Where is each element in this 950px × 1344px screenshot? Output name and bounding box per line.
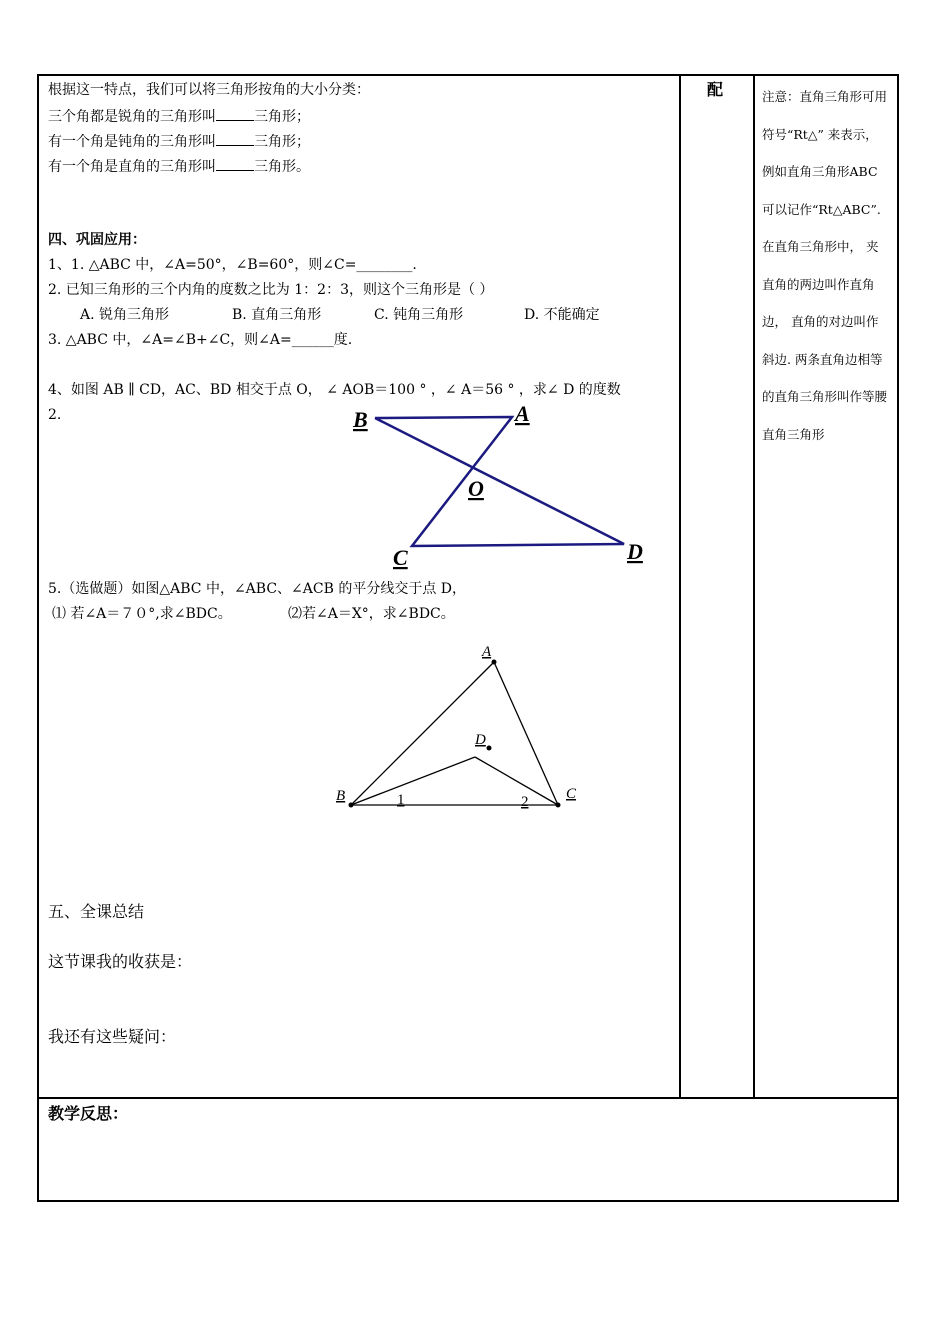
- blank-acute: [216, 106, 254, 121]
- classify-acute: [48, 106, 310, 126]
- section5-title: 五、全课总结: [48, 902, 145, 921]
- classify-acute-suffix: 三角形；: [254, 109, 310, 125]
- label-o: O: [468, 476, 484, 501]
- question-2-option-d: D. 不能确定: [524, 307, 600, 323]
- classify-right: [48, 156, 310, 176]
- question-2: 2. 已知三角形的三个内角的度数之比为 1：2：3，则这个三角形是（ ）: [48, 282, 494, 298]
- label-c: C: [393, 545, 408, 570]
- question-2-option-c: C. 钝角三角形: [374, 307, 464, 323]
- point-d: [487, 746, 492, 751]
- classify-right-suffix: 三角形。: [254, 159, 310, 175]
- classify-obtuse: [48, 131, 310, 151]
- figure1-segments: [375, 417, 624, 546]
- classify-right-text: 有一个角是直角的三角形叫: [48, 159, 216, 175]
- side-ac: [494, 662, 558, 805]
- column-divider-2: [753, 74, 755, 1099]
- question-4: 4、如图 AB ∥ CD，AC、BD 相交于点 O， ∠ AOB＝100 ° ，∠ A＝56 ° ，求∠ D 的度数: [48, 382, 621, 398]
- column-header: 配: [707, 80, 724, 99]
- intro-line: 根据这一特点，我们可以将三角形按角的大小分类：: [48, 82, 370, 98]
- point-c: [556, 803, 561, 808]
- question-5-part-1: ⑴ 若∠A＝７０°,求∠BDC。: [52, 606, 232, 622]
- label-a2: A: [482, 644, 492, 660]
- label-b2: B: [336, 788, 346, 804]
- figure-angle-bisectors: [330, 638, 590, 818]
- classify-acute-text: 三个角都是锐角的三角形叫: [48, 109, 216, 125]
- section4-title: 四、巩固应用：: [48, 232, 146, 248]
- question-3: 3. △ABC 中，∠A=∠B+∠C，则∠A=______度.: [48, 332, 353, 348]
- bisector-b: [351, 757, 475, 805]
- blank-obtuse: [216, 131, 254, 146]
- label-a: A: [515, 401, 530, 426]
- question-2-option-a: A. 锐角三角形: [80, 307, 170, 323]
- question-5: 5.（选做题）如图△ABC 中，∠ABC、∠ACB 的平分线交于点 D，: [48, 581, 467, 597]
- point-b: [349, 803, 354, 808]
- label-angle-2: 2: [521, 794, 529, 810]
- label-d2: D: [475, 732, 486, 748]
- blank-right: [216, 156, 254, 171]
- point-a: [492, 660, 497, 665]
- teaching-reflection: 教学反思：: [48, 1104, 129, 1123]
- classify-obtuse-suffix: 三角形；: [254, 134, 310, 150]
- column-divider-1: [679, 74, 681, 1099]
- label-c2: C: [566, 786, 577, 802]
- side-note: 注意：直角三角形可用符号“Rt△” 来表示， 例如直角三角形ABC 可以记作“Rt△ABC”. 在直角三角形中， 夹直角的两边叫作直角边， 直角的对边叫作斜边. 两条直角边相等的直角三角形叫作等腰直角三角形: [762, 89, 888, 442]
- summary-doubt: 我还有这些疑问：: [48, 1027, 177, 1046]
- reflection-divider: [37, 1097, 899, 1099]
- question-2-option-b: B. 直角三角形: [232, 307, 322, 323]
- question-4-tail: 2.: [48, 407, 62, 423]
- side-ab: [351, 662, 494, 805]
- question-5-part-2: ⑵若∠A＝X°，求∠BDC。: [288, 606, 455, 622]
- label-d: D: [627, 539, 643, 564]
- figure-parallel-lines: [345, 395, 655, 575]
- summary-gain: 这节课我的收获是：: [48, 952, 193, 971]
- label-angle-1: 1: [397, 792, 405, 808]
- question-1: 1、1. △ABC 中，∠A=50°，∠B=60°，则∠C=________.: [48, 257, 417, 273]
- classify-obtuse-text: 有一个角是钝角的三角形叫: [48, 134, 216, 150]
- label-b: B: [353, 407, 368, 432]
- bisector-c: [475, 757, 558, 805]
